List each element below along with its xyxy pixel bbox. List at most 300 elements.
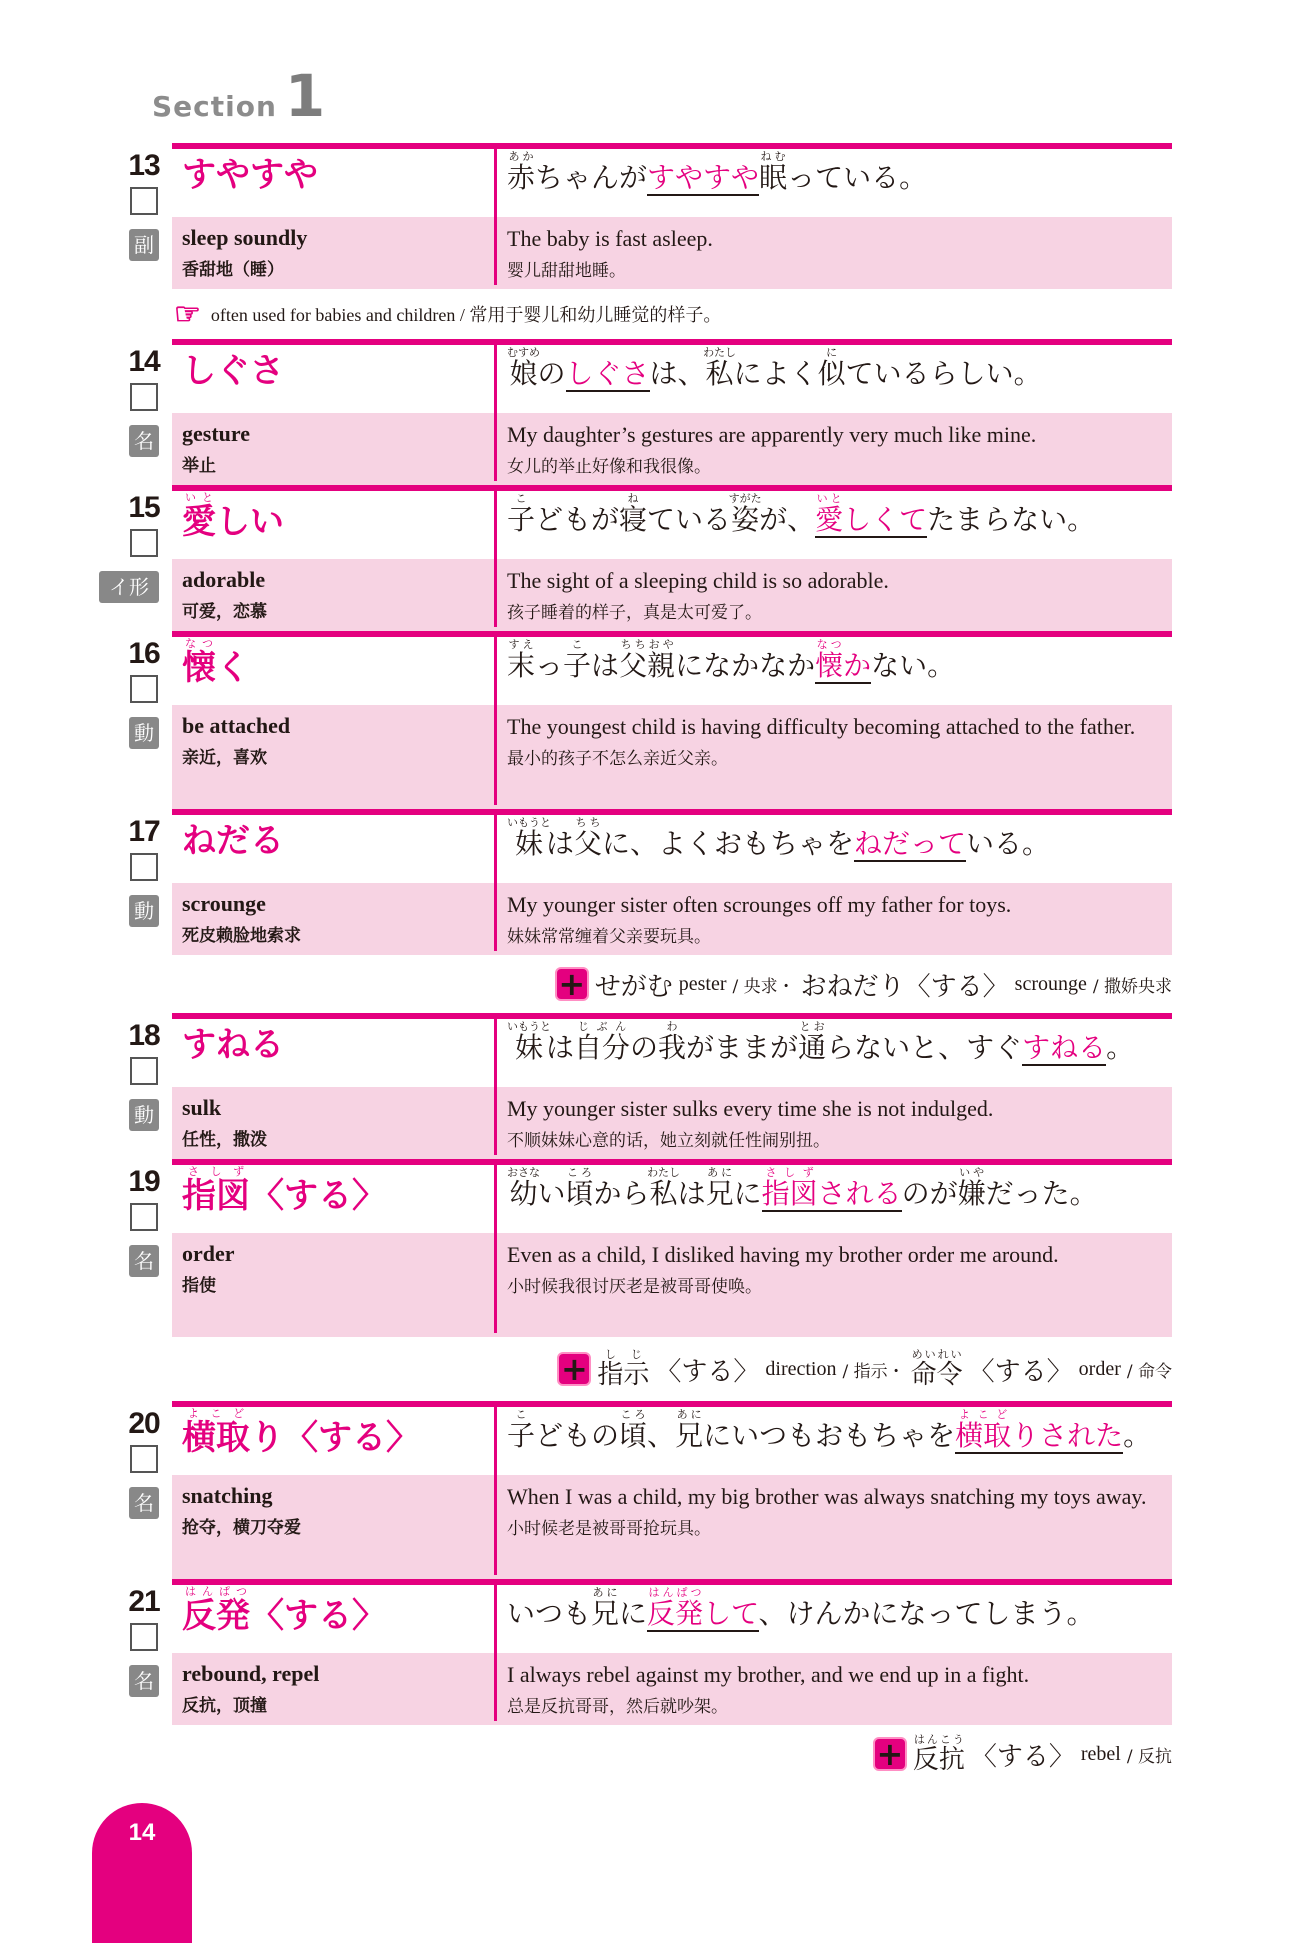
translation-zh: 小时候老是被哥哥抢玩具。	[507, 1518, 711, 1539]
headword	[172, 815, 497, 883]
ruby-base: 父親	[619, 649, 676, 682]
ruby-reading: あか	[507, 150, 536, 163]
ruby-word	[563, 638, 592, 682]
ruby-base: 頃	[565, 1177, 594, 1210]
part-of-speech-badge: 名	[129, 425, 159, 457]
entry-bottom-row	[172, 1087, 1172, 1159]
ruby-base: 愛	[182, 502, 216, 542]
text-segment: は	[677, 1177, 706, 1210]
entry-top-row	[172, 491, 1172, 559]
text-segment: 、	[647, 1419, 676, 1452]
meaning-zh: 可爱，恋慕	[182, 602, 267, 622]
meaning-en: snatching	[182, 1483, 273, 1508]
headword	[172, 1407, 497, 1475]
text-segment: すねる	[182, 1025, 284, 1065]
study-checkbox[interactable]	[130, 1057, 158, 1085]
meaning-cell	[172, 413, 497, 481]
section-heading	[152, 62, 325, 130]
ruby-base: 我	[658, 1031, 687, 1064]
ruby-reading: こ	[563, 638, 592, 651]
ruby-reading: めいれい	[910, 1347, 963, 1361]
text-segment: direction	[765, 1357, 837, 1380]
ruby-word	[507, 638, 536, 682]
study-checkbox[interactable]	[130, 1445, 158, 1473]
usage-note-text: often used for babies and children / 常用于婴儿和幼儿睡觉的样子。	[210, 305, 722, 325]
ruby-reading: いや	[957, 1166, 986, 1179]
ruby-base: 兄	[591, 1597, 620, 1630]
headword	[172, 1165, 497, 1233]
ruby-word	[705, 1166, 734, 1210]
text-segment: っ	[535, 649, 564, 682]
ruby-base: 子	[507, 503, 536, 536]
ruby-word	[591, 1586, 620, 1630]
translation-cell	[497, 217, 1172, 285]
meaning-cell	[172, 705, 497, 805]
vocabulary-list	[109, 143, 1172, 1783]
text-segment: 〈する〉	[968, 1356, 1073, 1387]
ruby-reading: はんぱつ	[182, 1585, 250, 1598]
highlighted-word: すやすや	[647, 161, 760, 194]
headword	[172, 149, 497, 217]
ruby-word	[619, 492, 648, 536]
text-segment: は	[545, 1031, 574, 1064]
ruby-reading: よこど	[955, 1408, 1012, 1421]
text-segment: によく	[733, 357, 818, 390]
plus-icon: +	[555, 967, 589, 1001]
highlighted-word: りされた	[1011, 1419, 1124, 1452]
entry-number: 14	[128, 345, 160, 378]
entry-bottom-row	[172, 1653, 1172, 1725]
text-segment: / 反抗	[1126, 1746, 1172, 1767]
meaning-zh: 抢夺，横刀夺爱	[182, 1518, 301, 1538]
text-segment: scrounge	[1014, 972, 1087, 995]
vocab-entry	[128, 631, 1172, 809]
entry-bottom-row	[172, 559, 1172, 631]
meaning-cell	[172, 217, 497, 285]
translation-cell	[497, 413, 1172, 481]
entry-bottom-row	[172, 413, 1172, 485]
part-of-speech-badge: 動	[129, 895, 159, 927]
translation-zh: 小时候我很讨厌老是被哥哥使唤。	[507, 1276, 762, 1297]
ruby-word	[728, 492, 762, 536]
vocab-entry	[128, 1579, 1172, 1725]
meaning-zh: 举止	[182, 456, 216, 476]
translation-zh: 孩子睡着的样子，真是太可爱了。	[507, 602, 762, 623]
ruby-reading: わ	[658, 1020, 687, 1033]
text-segment: pester	[678, 972, 727, 995]
ruby-base: 似	[817, 357, 846, 390]
headword	[172, 1585, 497, 1653]
text-segment: になかなか	[675, 649, 816, 682]
translation-en: The sight of a sleeping child is so adorable.	[507, 568, 889, 593]
ruby-word	[759, 150, 788, 194]
meaning-en: adorable	[182, 567, 266, 592]
example-sentence	[497, 1165, 1172, 1233]
text-segment: / 央求・	[732, 976, 795, 997]
ruby-base: 横取	[182, 1418, 250, 1458]
ruby-reading: ねむ	[759, 150, 788, 163]
text-segment: / 指示・	[842, 1361, 905, 1382]
text-segment: は、	[649, 357, 706, 390]
headword	[172, 345, 497, 413]
text-segment: に	[733, 1177, 762, 1210]
ruby-reading: あに	[705, 1166, 734, 1179]
entry-top-row	[172, 149, 1172, 217]
ruby-base: 嫌	[957, 1177, 986, 1210]
ruby-reading: すえ	[507, 638, 536, 651]
meaning-zh: 死皮赖脸地索求	[182, 926, 301, 946]
part-of-speech-badge: 名	[129, 1487, 159, 1519]
ruby-base: 私	[703, 357, 737, 390]
ruby-base: 姿	[728, 503, 762, 536]
ruby-word	[815, 492, 844, 538]
ruby-word	[182, 1407, 250, 1458]
translation-en: My daughter’s gestures are apparently very much like mine.	[507, 422, 1037, 447]
text-segment: いる。	[966, 827, 1051, 860]
example-sentence	[497, 1019, 1172, 1087]
entry-number-column	[127, 815, 161, 923]
vocab-entry	[128, 1401, 1172, 1579]
translation-cell	[497, 883, 1172, 951]
entry-bottom-row	[172, 1233, 1172, 1337]
translation-zh: 不顺妹妹心意的话，她立刻就任性闹别扭。	[507, 1130, 830, 1151]
text-segment: がままが	[686, 1031, 799, 1064]
ruby-base: 頃	[619, 1419, 648, 1452]
entry-number: 16	[128, 637, 160, 670]
ruby-reading: さしず	[182, 1165, 250, 1178]
example-sentence	[497, 637, 1172, 705]
entry-number-column	[127, 1407, 161, 1515]
example-sentence	[497, 491, 1172, 559]
entry-number: 13	[128, 149, 160, 182]
example-sentence	[497, 1585, 1172, 1653]
meaning-zh: 指使	[182, 1276, 216, 1296]
ruby-reading: わたし	[647, 1166, 681, 1179]
translation-cell	[497, 705, 1172, 805]
vocab-entry	[128, 1159, 1172, 1337]
entry-top-row	[172, 1019, 1172, 1087]
ruby-word	[703, 346, 737, 390]
ruby-base: 指図	[182, 1176, 250, 1216]
translation-cell	[497, 1653, 1172, 1721]
entry-number-column	[127, 1019, 161, 1127]
ruby-word	[182, 1585, 250, 1636]
translation-en: The baby is fast asleep.	[507, 226, 713, 251]
ruby-reading: なつ	[182, 637, 216, 650]
part-of-speech-badge: 名	[129, 1665, 159, 1697]
section-label: Section	[152, 90, 277, 123]
ruby-word	[574, 816, 603, 860]
vocab-entry	[128, 1013, 1172, 1159]
highlighted-word: される	[817, 1177, 902, 1210]
ruby-base: 反抗	[912, 1744, 965, 1775]
ruby-word	[647, 1586, 704, 1632]
entry-number-column	[127, 1165, 161, 1273]
text-segment: しい	[216, 502, 284, 542]
ruby-reading: むすめ	[507, 346, 540, 359]
translation-cell	[497, 559, 1172, 627]
ruby-reading: いもうと	[507, 1020, 551, 1033]
ruby-base: 反発	[182, 1596, 250, 1636]
entry-number-column	[109, 491, 161, 599]
study-checkbox[interactable]	[130, 187, 158, 215]
ruby-word	[507, 492, 536, 536]
ruby-base: 私	[647, 1177, 681, 1210]
example-sentence	[497, 345, 1172, 413]
text-segment: / 命令	[1126, 1361, 1172, 1382]
highlighted-word: しぐさ	[565, 357, 650, 390]
translation-en: My younger sister sulks every time she is not indulged.	[507, 1096, 994, 1121]
ruby-word	[798, 1020, 827, 1064]
text-segment: いつも	[507, 1597, 592, 1630]
text-segment: ねだる	[182, 821, 284, 861]
ruby-reading: いと	[815, 492, 844, 505]
meaning-zh: 亲近，喜欢	[182, 748, 267, 768]
translation-en: When I was a child, my big brother was always snatching my toys away.	[507, 1484, 1147, 1509]
related-words	[127, 955, 1172, 1013]
usage-note	[172, 289, 1172, 339]
text-segment: どもが	[535, 503, 620, 536]
entry-bottom-row	[172, 883, 1172, 955]
text-segment: しぐさ	[182, 351, 284, 391]
meaning-en: scrounge	[182, 891, 266, 916]
translation-en: I always rebel against my brother, and we end up in a fight.	[507, 1662, 1030, 1687]
text-segment: だった。	[985, 1177, 1098, 1210]
ruby-base: 指示	[597, 1359, 650, 1390]
ruby-word	[913, 1733, 965, 1776]
text-segment: 。	[1123, 1419, 1152, 1452]
text-segment: が、	[759, 503, 816, 536]
translation-cell	[497, 1087, 1172, 1155]
ruby-reading: あに	[591, 1586, 620, 1599]
ruby-word	[675, 1408, 704, 1452]
ruby-word	[565, 1166, 594, 1210]
part-of-speech-badge: 副	[129, 229, 159, 261]
plus-icon: +	[557, 1352, 591, 1386]
ruby-word	[955, 1408, 1012, 1454]
translation-cell	[497, 1475, 1172, 1575]
highlighted-word: か	[843, 649, 872, 682]
headword	[172, 491, 497, 559]
text-segment: ない。	[871, 649, 956, 682]
meaning-en: order	[182, 1241, 235, 1266]
ruby-reading: すがた	[728, 492, 762, 505]
text-segment: 。	[1106, 1031, 1135, 1064]
ruby-word	[815, 638, 844, 684]
entry-top-row	[172, 345, 1172, 413]
text-segment: に	[619, 1597, 648, 1630]
meaning-en: be attached	[182, 713, 291, 738]
ruby-word	[507, 150, 536, 194]
pointing-hand-icon: ☞	[174, 297, 201, 331]
headword	[172, 637, 497, 705]
ruby-base: 自分	[574, 1031, 631, 1064]
text-segment: のが	[901, 1177, 958, 1210]
text-segment: おねだり〈する〉	[800, 971, 1009, 1002]
ruby-base: 兄	[675, 1419, 704, 1452]
ruby-word	[507, 1020, 551, 1064]
entry-number: 18	[128, 1019, 160, 1052]
ruby-word	[507, 1166, 540, 1210]
study-checkbox[interactable]	[130, 383, 158, 411]
meaning-cell	[172, 883, 497, 951]
example-sentence	[497, 149, 1172, 217]
text-segment: は	[545, 827, 574, 860]
ruby-base: 横取	[955, 1419, 1012, 1452]
entry-bottom-row	[172, 217, 1172, 289]
ruby-word	[182, 1165, 250, 1216]
ruby-reading: いと	[182, 491, 216, 504]
ruby-reading: ころ	[565, 1166, 594, 1179]
entry-top-row	[172, 1165, 1172, 1233]
ruby-word	[761, 1166, 818, 1212]
ruby-word	[597, 1348, 649, 1391]
ruby-reading: おさな	[507, 1166, 540, 1179]
ruby-base: 子	[563, 649, 592, 682]
ruby-word	[507, 1408, 536, 1452]
ruby-reading: ね	[619, 492, 648, 505]
entry-number-column	[127, 1585, 161, 1693]
ruby-word	[957, 1166, 986, 1210]
vocab-entry	[128, 809, 1172, 955]
ruby-reading: ちちおや	[619, 638, 676, 651]
ruby-reading: こ	[507, 1408, 535, 1421]
ruby-reading: さしず	[761, 1166, 818, 1179]
ruby-base: 末	[507, 649, 536, 682]
ruby-word	[619, 1408, 648, 1452]
ruby-reading: ちち	[574, 816, 603, 829]
page-number: 14	[128, 1819, 156, 1846]
ruby-base: 妹	[507, 827, 551, 860]
ruby-word	[574, 1020, 631, 1064]
translation-zh: 总是反抗哥哥，然后就吵架。	[507, 1696, 728, 1717]
ruby-base: 眠	[759, 161, 788, 194]
section-number: 1	[284, 62, 326, 130]
ruby-reading: いもうと	[507, 816, 551, 829]
meaning-zh: 香甜地（睡）	[182, 260, 284, 280]
meaning-en: sulk	[182, 1095, 222, 1120]
translation-en: Even as a child, I disliked having my brother order me around.	[507, 1242, 1059, 1267]
text-segment: の	[537, 357, 566, 390]
study-checkbox[interactable]	[130, 529, 158, 557]
ruby-base: 懐	[815, 649, 844, 682]
ruby-base: 懐	[182, 648, 216, 688]
entry-top-row	[172, 1585, 1172, 1653]
entry-bottom-row	[172, 705, 1172, 809]
ruby-base: 父	[574, 827, 603, 860]
ruby-base: 赤	[507, 161, 536, 194]
text-segment: は	[591, 649, 620, 682]
ruby-base: 通	[798, 1031, 827, 1064]
entry-number: 20	[128, 1407, 160, 1440]
ruby-word	[507, 346, 540, 390]
ruby-word	[182, 491, 216, 542]
text-segment: ちゃんが	[535, 161, 648, 194]
ruby-word	[619, 638, 676, 682]
ruby-reading: わたし	[703, 346, 737, 359]
text-segment: rebel	[1080, 1742, 1121, 1765]
entry-top-row	[172, 637, 1172, 705]
translation-zh: 最小的孩子不怎么亲近父亲。	[507, 748, 728, 769]
meaning-cell	[172, 1087, 497, 1155]
ruby-reading: じぶん	[574, 1020, 630, 1033]
page-number-badge	[92, 1803, 192, 1943]
headword	[172, 1019, 497, 1087]
plus-icon: +	[873, 1737, 907, 1771]
vocab-entry	[109, 485, 1172, 631]
meaning-zh: 反抗，顶撞	[182, 1696, 267, 1716]
text-segment: っている。	[787, 161, 928, 194]
ruby-reading: よこど	[182, 1407, 250, 1420]
entry-number-column	[127, 345, 161, 453]
ruby-reading: なつ	[815, 638, 844, 651]
part-of-speech-badge: 動	[129, 717, 159, 749]
ruby-base: 幼	[507, 1177, 540, 1210]
ruby-reading: こ	[507, 492, 535, 505]
text-segment: 〈する〉	[250, 1596, 386, 1636]
part-of-speech-badge: 名	[129, 1245, 159, 1277]
text-segment: ている	[647, 503, 732, 536]
entry-number: 15	[128, 491, 160, 524]
text-segment: い	[537, 1177, 566, 1210]
text-segment: せがむ	[594, 971, 673, 1002]
meaning-cell	[172, 1233, 497, 1333]
entry-top-row	[172, 1407, 1172, 1475]
ruby-base: 命令	[910, 1359, 963, 1390]
meaning-en: sleep soundly	[182, 225, 308, 250]
study-checkbox[interactable]	[130, 1623, 158, 1651]
ruby-reading: ころ	[619, 1408, 648, 1421]
ruby-base: 指図	[761, 1177, 818, 1210]
text-segment: り〈する〉	[250, 1418, 420, 1458]
highlighted-word: ねだって	[854, 827, 967, 860]
ruby-word	[507, 816, 551, 860]
text-segment: らないと、すぐ	[826, 1031, 1023, 1064]
related-words	[127, 1725, 1172, 1783]
ruby-base: 妹	[507, 1031, 551, 1064]
text-segment: から	[593, 1177, 650, 1210]
ruby-base: 子	[507, 1419, 536, 1452]
study-checkbox[interactable]	[130, 1203, 158, 1231]
entry-bottom-row	[172, 1475, 1172, 1579]
meaning-en: gesture	[182, 421, 251, 446]
study-checkbox[interactable]	[130, 853, 158, 881]
text-segment: ているらしい。	[845, 357, 1042, 390]
part-of-speech-badge: 動	[129, 1099, 159, 1131]
text-segment: どもの	[535, 1419, 620, 1452]
ruby-reading: に	[817, 346, 846, 359]
entry-number-column	[127, 637, 161, 745]
text-segment: く	[216, 648, 250, 688]
ruby-reading: あに	[675, 1408, 704, 1421]
ruby-reading: はんぱつ	[647, 1586, 704, 1599]
ruby-base: 寝	[619, 503, 648, 536]
translation-en: My younger sister often scrounges off my father for toys.	[507, 892, 1012, 917]
entry-number: 19	[128, 1165, 160, 1198]
ruby-word	[647, 1166, 681, 1210]
ruby-word	[182, 637, 216, 688]
translation-zh: 妹妹常常缠着父亲要玩具。	[507, 926, 711, 947]
meaning-zh: 任性，撒泼	[182, 1130, 267, 1150]
ruby-base: 反発	[647, 1597, 704, 1630]
text-segment: たまらない。	[927, 503, 1096, 536]
translation-zh: 婴儿甜甜地睡。	[507, 260, 626, 281]
text-segment: にいつもおもちゃを	[703, 1419, 956, 1452]
ruby-base: 娘	[507, 357, 540, 390]
text-segment: order	[1078, 1357, 1121, 1380]
ruby-word	[658, 1020, 687, 1064]
study-checkbox[interactable]	[130, 675, 158, 703]
